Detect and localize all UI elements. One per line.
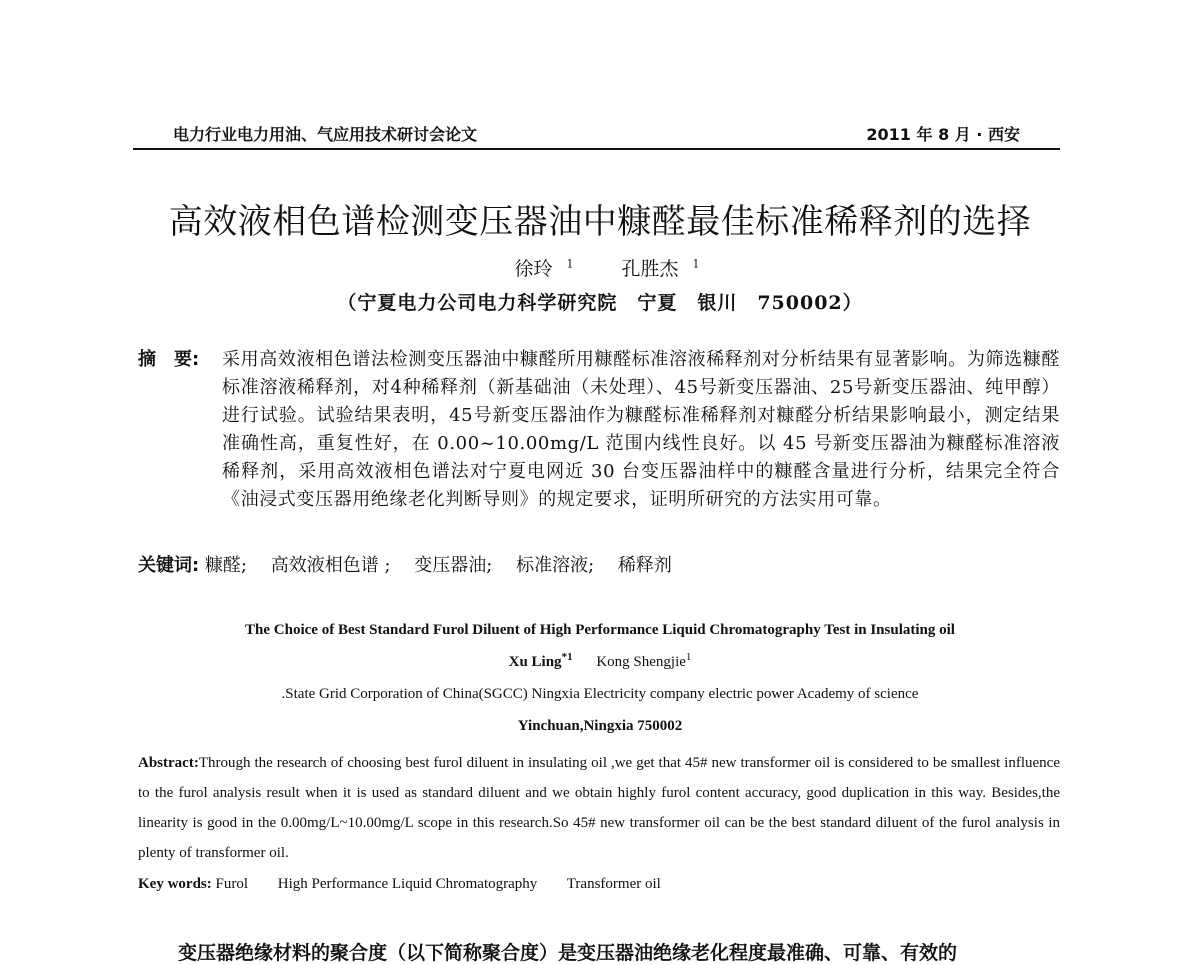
keyword-chinese: 高效液相色谱 ;	[270, 555, 391, 576]
authors-english	[0, 651, 1200, 671]
abstract-text-english: Through the research of choosing best furol diluent in insulating oil ,we get that 45# new transformer oil is considered to be smallest influence to the furol analysis result when it is used as standard diluent and we obtain highly furol content accuracy, good duplication in this way. Besides,the linearity is good in the 0.00mg/L~10.00mg/L scope in this research.So 45# new transformer oil can be the best standard diluent of the furol analysis in plenty of transformer oil.	[138, 755, 1060, 861]
abstract-label-english: Abstract:	[138, 755, 199, 771]
author-english: Xu Ling$^{*1}$	[508, 651, 573, 670]
affiliation-chinese: （宁夏电力公司电力科学研究院 宁夏 银川 750002）	[337, 292, 863, 314]
keyword-chinese: 稀释剂	[617, 555, 672, 576]
running-header	[133, 118, 1060, 150]
body-text-start: 变压器绝缘材料的聚合度（以下简称聚合度）是变压器油绝缘老化程度最准确、可靠、有效的	[178, 942, 958, 964]
keyword-chinese: 糠醛;	[204, 555, 248, 576]
abstract-english	[138, 748, 1060, 868]
keywords-chinese	[138, 552, 1060, 580]
header-date-place: 2011 年 8 月 · 西安	[866, 125, 1020, 144]
title-english: The Choice of Best Standard Furol Diluent of High Performance Liquid Chromatography Test in Insulating oil	[245, 622, 955, 638]
abstract-label-chinese: 摘 要:	[138, 349, 200, 370]
title-chinese: 高效液相色谱检测变压器油中糠醛最佳标准稀释剂的选择	[168, 202, 1032, 242]
keyword-english: Transformer oil	[566, 876, 661, 892]
keyword-english: High Performance Liquid Chromatography	[277, 876, 538, 892]
keywords-label-chinese: 关键词:	[138, 555, 200, 576]
header-conference: 电力行业电力用油、气应用技术研讨会论文	[173, 125, 478, 144]
affiliation-english-location: Yinchuan,Ningxia 750002	[517, 718, 683, 734]
author-chinese: 徐玲 $^1$	[514, 257, 574, 280]
keyword-chinese: 标准溶液;	[516, 555, 595, 576]
abstract-text-chinese: 采用高效液相色谱法检测变压器油中糠醛所用糠醛标准溶液稀释剂对分析结果有显著影响。为筛选糠醛标准溶液稀释剂，对4种稀释剂（新基础油（未处理）、45号新变压器油、25号新变压器油、纯甲醇）进行试验。试验结果表明，45号新变压器油作为糠醛标准稀释剂对糠醛分析结果影响最小，测定结果准确性高，重复性好，在 0.00~10.00mg/L 范围内线性良好。以 45 号新变压器油为糠醛标准溶液稀释剂，采用高效液相色谱法对宁夏电网近 30 台变压器油样中的糠醛含量进行分析，结果完全符合《油浸式变压器用绝缘老化判断导则》的规定要求，证明所研究的方法实用可靠。	[222, 349, 1060, 510]
affiliation-english: .State Grid Corporation of China(SGCC) Ningxia Electricity company electric power Academy of science	[281, 686, 919, 702]
author-chinese: 孔胜杰 $^1$	[621, 257, 700, 280]
keyword-chinese: 变压器油;	[414, 555, 493, 576]
author-english: Kong Shengjie$^1$	[596, 651, 692, 670]
keywords-label-english: Key words:	[138, 876, 212, 892]
abstract-chinese	[138, 346, 1060, 514]
keywords-english	[138, 876, 687, 893]
authors-chinese	[0, 254, 1200, 281]
keyword-english: Furol	[215, 876, 249, 892]
